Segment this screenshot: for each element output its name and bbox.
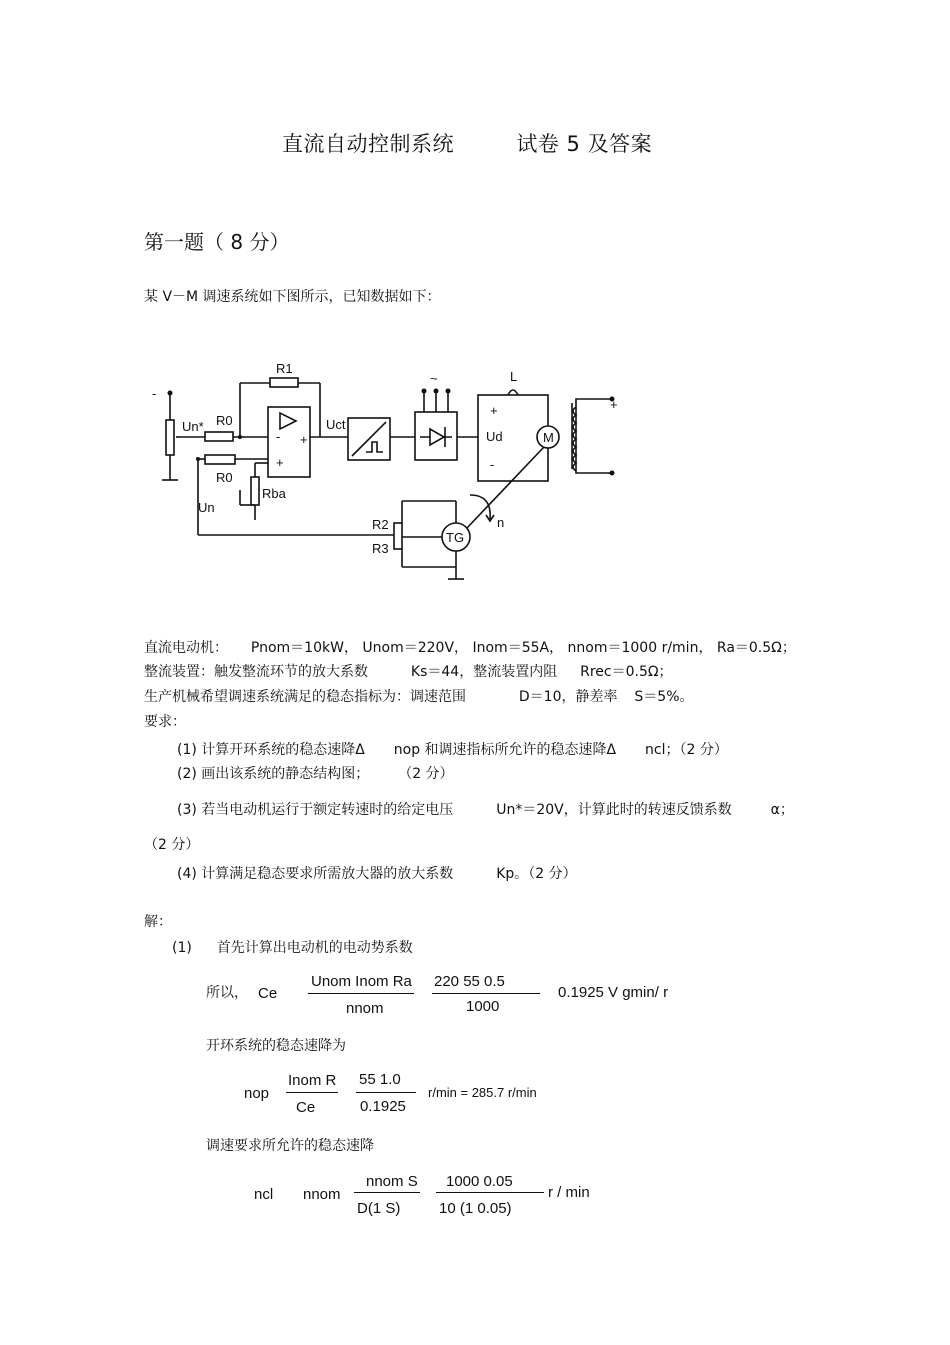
ncl-num: nnom S — [366, 1173, 418, 1190]
motor-n: nnom＝1000 r/min， — [567, 640, 713, 656]
label-R0-top: R0 — [216, 413, 233, 428]
ask-line: 要求： — [144, 714, 186, 730]
solution-label: 解： — [144, 914, 172, 930]
question-3-tail2: α； — [770, 802, 794, 818]
req-S: S＝5%。 — [634, 689, 694, 705]
Ce-den2: 1000 — [466, 998, 500, 1015]
motor-R: Ra＝0.5Ω； — [716, 640, 796, 656]
ncl-frac-line — [354, 1192, 420, 1193]
label-M: M — [543, 430, 554, 445]
ncl-num2: 1000 0.05 — [446, 1173, 513, 1190]
rect-text: 整流装置：触发整流环节的放大系数 — [144, 664, 368, 680]
question-1-num: (1) — [177, 742, 197, 758]
req-line — [144, 686, 694, 706]
motor-line — [144, 637, 796, 657]
label-Uct: Uct — [326, 417, 346, 432]
motor-I: Inom＝55A， — [472, 640, 564, 656]
label-plus-a: + — [490, 403, 498, 418]
motor-P: Pnom＝10kW， — [250, 640, 358, 656]
question-2-text: 画出该系统的静态结构图； — [201, 766, 370, 782]
label-Un: Un — [198, 500, 215, 515]
rect-K: Ks＝44，整流装置内阻 — [410, 664, 558, 680]
question-4 — [177, 863, 577, 883]
label-Ud: Ud — [486, 429, 503, 444]
question-2-tail: （2 分） — [398, 766, 454, 782]
ncl-den: D(1 S) — [357, 1200, 401, 1217]
ncl-mid: nnom — [303, 1186, 341, 1203]
nop-num: Inom R — [288, 1072, 337, 1089]
question-3 — [177, 799, 794, 819]
rect-R: Rrec＝0.5Ω； — [580, 664, 673, 680]
section-intro: 某 V－M 调速系统如下图所示，已知数据如下： — [144, 289, 441, 305]
nop-lhs: nop — [244, 1085, 270, 1102]
nop-result: r/min = 285.7 r/min — [428, 1085, 537, 1100]
nop-num2: 55 1.0 — [359, 1071, 401, 1088]
motor-U: Unom＝220V， — [362, 640, 469, 656]
req-text: 生产机械希望调速系统满足的稳态指标为：调速范围 — [144, 689, 466, 705]
question-3-cont: （2 分） — [144, 837, 200, 853]
so-label: 所以， — [206, 985, 248, 1001]
Ce-lhs: Ce — [258, 985, 278, 1002]
label-L: L — [510, 369, 518, 384]
question-4-tail: Kp。（2 分） — [496, 866, 577, 882]
ncl-den2: 10 (1 0.05) — [439, 1200, 512, 1217]
nop-frac-line2 — [356, 1092, 416, 1093]
question-3-text: 若当电动机运行于额定转速时的给定电压 — [201, 802, 454, 818]
label-R3: R3 — [372, 541, 389, 556]
question-2 — [177, 763, 454, 783]
question-4-num: (4) — [177, 866, 197, 882]
motor-label: 直流电动机： — [144, 640, 228, 656]
allowed-label: 调速要求所允许的稳态速降 — [206, 1138, 374, 1154]
label-tilde: ~ — [430, 371, 438, 386]
page-title — [282, 128, 652, 158]
ncl-lhs: ncl — [254, 1186, 274, 1203]
question-2-num: (2) — [177, 766, 197, 782]
label-Un-star: Un* — [182, 419, 204, 434]
question-1 — [177, 739, 728, 759]
Ce-den: nnom — [346, 1000, 384, 1017]
label-minus-top: - — [152, 386, 157, 401]
question-1-tail2: ncl；（2 分） — [645, 742, 728, 758]
question-4-text: 计算满足稳态要求所需放大器的放大系数 — [201, 866, 454, 882]
ncl-result: r / min — [548, 1184, 590, 1201]
question-3-num: (3) — [177, 802, 197, 818]
label-TG: TG — [446, 530, 465, 545]
nop-frac-line — [286, 1092, 338, 1093]
open-loop-label: 开环系统的稳态速降为 — [206, 1038, 346, 1054]
Ce-num: Unom Inom Ra — [311, 973, 412, 990]
Ce-result: 0.1925 V gmin/ r — [558, 984, 669, 1001]
label-R1: R1 — [276, 361, 293, 376]
label-amp-minus: - — [276, 429, 281, 444]
circuit-diagram — [140, 355, 640, 590]
Ce-num2: 220 55 0.5 — [434, 973, 505, 990]
Ce-frac-line2 — [432, 993, 540, 994]
label-R0-bottom: R0 — [216, 470, 233, 485]
label-minus-right: - — [608, 465, 613, 480]
label-plus-right: + — [610, 397, 618, 412]
step-1-text: 首先计算出电动机的电动势系数 — [216, 940, 413, 956]
req-D: D＝10，静差率 — [518, 689, 618, 705]
section-heading: 第一题（ 8 分） — [144, 230, 290, 254]
label-R2: R2 — [372, 517, 389, 532]
question-1-tail: nop 和调速指标所允许的稳态速降Δ — [393, 742, 617, 758]
label-minus-a: - — [490, 457, 495, 472]
nop-den: Ce — [296, 1099, 316, 1116]
title-main: 直流自动控制系统 — [282, 132, 454, 156]
solution-step-1 — [172, 937, 413, 957]
label-amp-plus-out: + — [300, 432, 308, 447]
question-1-text: 计算开环系统的稳态速降Δ — [201, 742, 365, 758]
title-suffix: 试卷 5 及答案 — [516, 132, 653, 156]
label-amp-plus-in: + — [276, 455, 284, 470]
step-1-num: (1) — [172, 940, 192, 956]
nop-den2: 0.1925 — [360, 1098, 406, 1115]
question-3-tail: Un*＝20V，计算此时的转速反馈系数 — [496, 802, 732, 818]
label-n: n — [497, 515, 505, 530]
Ce-frac-line — [308, 993, 414, 994]
label-Rba: Rba — [262, 486, 286, 501]
ncl-frac-line2 — [436, 1192, 544, 1193]
rect-line — [144, 661, 673, 681]
